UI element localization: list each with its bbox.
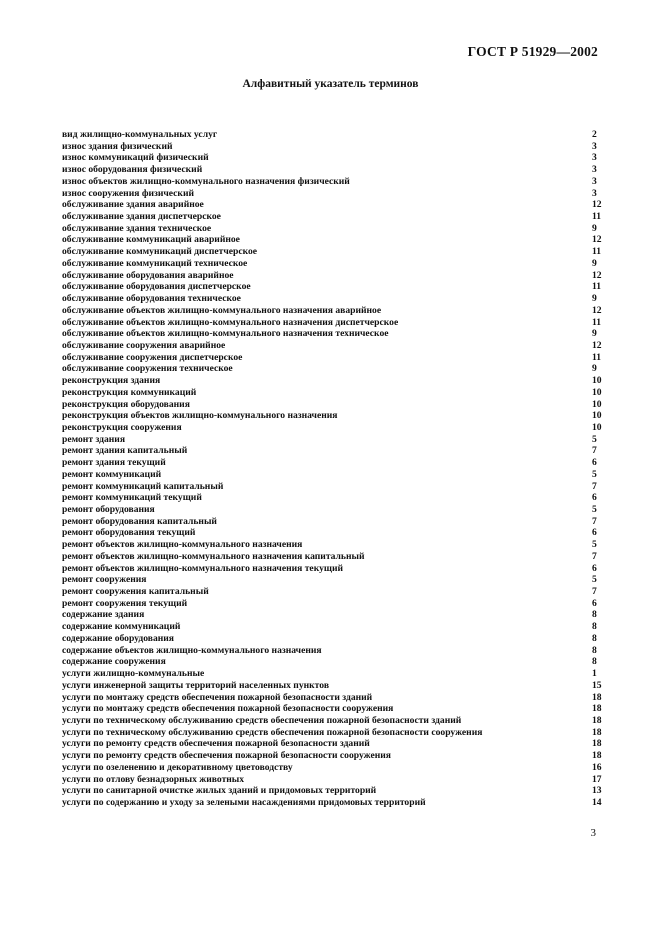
index-term: обслуживание коммуникаций техническое xyxy=(62,257,248,269)
index-entry xyxy=(62,621,608,633)
index-entry xyxy=(62,434,608,446)
index-entry xyxy=(62,340,608,352)
index-page-ref: 3 xyxy=(592,187,597,199)
index-page-ref: 6 xyxy=(592,492,597,504)
index-page-ref: 18 xyxy=(592,726,602,738)
index-page-ref: 11 xyxy=(592,211,602,223)
page-number: 3 xyxy=(590,827,596,839)
index-page-ref: 10 xyxy=(592,421,602,433)
index-term: ремонт объектов жилищно-коммунального назначения xyxy=(62,539,303,551)
index-page-ref: 11 xyxy=(592,316,602,328)
index-entry xyxy=(62,399,608,411)
index-entry xyxy=(62,656,608,668)
index-entry xyxy=(62,246,608,258)
index-term: содержание сооружения xyxy=(62,656,166,668)
index-page-ref: 2 xyxy=(592,129,597,140)
index-term: ремонт здания капитальный xyxy=(62,445,188,457)
index-page-ref: 12 xyxy=(592,269,602,281)
index-term: обслуживание сооружения аварийное xyxy=(62,339,226,351)
index-term: услуги по озеленению и декоративному цветоводству xyxy=(62,761,293,773)
standard-designation: ГОСТ Р 51929—2002 xyxy=(467,44,598,59)
index-term: обслуживание сооружения техническое xyxy=(62,363,233,375)
index-page-ref: 3 xyxy=(592,140,597,152)
index-page-ref: 8 xyxy=(592,632,597,644)
index-page-ref: 9 xyxy=(592,257,597,269)
index-term: услуги по ремонту средств обеспечения пожарной безопасности сооружения xyxy=(62,750,391,762)
index-term: ремонт сооружения xyxy=(62,574,147,586)
index-page-ref: 10 xyxy=(592,398,602,410)
index-page-ref: 5 xyxy=(592,539,597,551)
index-entry xyxy=(62,633,608,645)
index-entry xyxy=(62,598,608,610)
index-entry xyxy=(62,234,608,246)
index-page-ref: 1 xyxy=(592,668,597,680)
index-page-ref: 18 xyxy=(592,750,602,762)
index-entry xyxy=(62,750,608,762)
index-page-ref: 13 xyxy=(592,785,602,797)
index-entry xyxy=(62,352,608,364)
index-term: услуги инженерной защиты территорий населенных пунктов xyxy=(62,679,330,691)
index-entry xyxy=(62,539,608,551)
index-entry xyxy=(62,774,608,786)
index-term: вид жилищно-коммунальных услуг xyxy=(62,129,218,140)
index-entry xyxy=(62,727,608,739)
index-page-ref: 9 xyxy=(592,363,597,375)
index-term: услуги по техническому обслуживанию средств обеспечения пожарной безопасности зданий xyxy=(62,714,462,726)
index-entry xyxy=(62,328,608,340)
index-term: ремонт здания xyxy=(62,433,126,445)
index-page-ref: 6 xyxy=(592,457,597,469)
index-entry xyxy=(62,492,608,504)
index-page-ref: 7 xyxy=(592,586,597,598)
index-entry xyxy=(62,481,608,493)
index-entry xyxy=(62,527,608,539)
index-entry xyxy=(62,609,608,621)
index-term: ремонт коммуникаций капитальный xyxy=(62,480,224,492)
index-entry xyxy=(62,422,608,434)
index-entry xyxy=(62,375,608,387)
index-term: услуги по санитарной очистке жилых зданий и придомовых территорий xyxy=(62,785,377,797)
index-entry xyxy=(62,270,608,282)
index-page-ref: 16 xyxy=(592,761,602,773)
index-entry xyxy=(62,141,608,153)
index-entry xyxy=(62,797,608,809)
index-term: ремонт объектов жилищно-коммунального назначения текущий xyxy=(62,562,344,574)
index-term: обслуживание объектов жилищно-коммунального назначения техническое xyxy=(62,328,389,340)
index-page-ref: 18 xyxy=(592,691,602,703)
index-entry xyxy=(62,211,608,223)
index-page-ref: 8 xyxy=(592,609,597,621)
index-page-ref: 7 xyxy=(592,550,597,562)
index-term: обслуживание здания аварийное xyxy=(62,199,204,211)
index-entry xyxy=(62,586,608,598)
index-page-ref: 10 xyxy=(592,386,602,398)
index-term: износ здания физический xyxy=(62,140,173,152)
index-entry xyxy=(62,152,608,164)
index-page-ref: 9 xyxy=(592,293,597,305)
index-entry xyxy=(62,703,608,715)
index-entry xyxy=(62,164,608,176)
index-page-ref: 11 xyxy=(592,351,602,363)
index-entry xyxy=(62,410,608,422)
index-entry xyxy=(62,762,608,774)
index-page-ref: 12 xyxy=(592,199,602,211)
index-entry xyxy=(62,551,608,563)
index-page-ref: 18 xyxy=(592,714,602,726)
index-entry xyxy=(62,129,608,141)
index-term: износ объектов жилищно-коммунального назначения физический xyxy=(62,175,350,187)
index-term: ремонт коммуникаций текущий xyxy=(62,492,202,504)
index-term: ремонт коммуникаций xyxy=(62,468,162,480)
index-page-ref: 14 xyxy=(592,796,602,808)
index-entry xyxy=(62,258,608,270)
index-page-ref: 7 xyxy=(592,480,597,492)
index-entry xyxy=(62,668,608,680)
index-page-ref: 5 xyxy=(592,574,597,586)
index-term: обслуживание оборудования диспетчерское xyxy=(62,281,251,293)
index-term: ремонт сооружения текущий xyxy=(62,597,188,609)
index-entry xyxy=(62,504,608,516)
index-entry xyxy=(62,199,608,211)
index-entry xyxy=(62,563,608,575)
index-entry xyxy=(62,176,608,188)
index-page-ref: 6 xyxy=(592,562,597,574)
index-term: содержание оборудования xyxy=(62,632,174,644)
index-entry xyxy=(62,715,608,727)
index-entry xyxy=(62,457,608,469)
index-entry xyxy=(62,188,608,200)
index-term: реконструкция сооружения xyxy=(62,421,182,433)
index-entry xyxy=(62,516,608,528)
index-entry xyxy=(62,785,608,797)
index-entry xyxy=(62,574,608,586)
index-term: ремонт объектов жилищно-коммунального назначения капитальный xyxy=(62,550,365,562)
index-term: ремонт оборудования капитальный xyxy=(62,515,217,527)
index-term: обслуживание сооружения диспетчерское xyxy=(62,351,243,363)
index-entry xyxy=(62,680,608,692)
index-page-ref: 8 xyxy=(592,644,597,656)
index-page-ref: 11 xyxy=(592,246,602,258)
index-term: услуги по монтажу средств обеспечения пожарной безопасности зданий xyxy=(62,691,373,703)
index-page-ref: 18 xyxy=(592,703,602,715)
index-term: ремонт оборудования текущий xyxy=(62,527,196,539)
index-term: обслуживание оборудования техническое xyxy=(62,293,241,305)
index-page-ref: 3 xyxy=(592,152,597,164)
index-term: содержание здания xyxy=(62,609,145,621)
index-term: реконструкция объектов жилищно-коммунального назначения xyxy=(62,410,338,422)
index-page-ref: 10 xyxy=(592,410,602,422)
index-term: обслуживание объектов жилищно-коммунального назначения диспетчерское xyxy=(62,316,399,328)
index-page-ref: 7 xyxy=(592,445,597,457)
index-page-ref: 18 xyxy=(592,738,602,750)
index-page-ref: 11 xyxy=(592,281,602,293)
index-term: ремонт сооружения капитальный xyxy=(62,586,209,598)
index-entry xyxy=(62,317,608,329)
index-page-ref: 8 xyxy=(592,656,597,668)
index-term: ремонт оборудования xyxy=(62,504,155,515)
index-term: обслуживание здания диспетчерское xyxy=(62,211,221,223)
index-term: обслуживание оборудования аварийное xyxy=(62,269,234,281)
index-term: услуги по техническому обслуживанию средств обеспечения пожарной безопасности сооружения xyxy=(62,726,483,738)
index-term: реконструкция оборудования xyxy=(62,398,190,410)
index-term: обслуживание здания техническое xyxy=(62,222,212,234)
index-entry xyxy=(62,692,608,704)
index-entry xyxy=(62,223,608,235)
index-entry xyxy=(62,281,608,293)
index-term: ремонт здания текущий xyxy=(62,457,166,469)
index-term: услуги по ремонту средств обеспечения пожарной безопасности зданий xyxy=(62,738,370,750)
index-page-ref: 8 xyxy=(592,621,597,633)
index-term: износ сооружения физический xyxy=(62,187,195,199)
index-entry xyxy=(62,645,608,657)
index-entry xyxy=(62,469,608,481)
index-term: реконструкция здания xyxy=(62,375,161,387)
index-term: обслуживание объектов жилищно-коммунального назначения аварийное xyxy=(62,304,382,316)
index-entry xyxy=(62,305,608,317)
index-page-ref: 5 xyxy=(592,433,597,445)
term-index-list xyxy=(62,129,608,809)
index-page-ref: 12 xyxy=(592,234,602,246)
page-title: Алфавитный указатель терминов xyxy=(242,78,419,90)
index-page-ref: 5 xyxy=(592,504,597,515)
index-page-ref: 17 xyxy=(592,773,602,785)
index-page-ref: 12 xyxy=(592,339,602,351)
index-entry xyxy=(62,738,608,750)
index-term: содержание объектов жилищно-коммунального назначения xyxy=(62,644,322,656)
index-page-ref: 3 xyxy=(592,175,597,187)
index-term: услуги по монтажу средств обеспечения пожарной безопасности сооружения xyxy=(62,703,394,715)
index-page-ref: 6 xyxy=(592,527,597,539)
index-term: обслуживание коммуникаций аварийное xyxy=(62,234,240,246)
index-page-ref: 6 xyxy=(592,597,597,609)
index-page-ref: 10 xyxy=(592,375,602,387)
index-term: содержание коммуникаций xyxy=(62,621,181,633)
index-term: реконструкция коммуникаций xyxy=(62,386,197,398)
index-term: обслуживание коммуникаций диспетчерское xyxy=(62,246,258,258)
index-entry xyxy=(62,293,608,305)
index-term: услуги по отлову безнадзорных животных xyxy=(62,773,245,785)
index-page-ref: 15 xyxy=(592,679,602,691)
index-page-ref: 9 xyxy=(592,222,597,234)
index-term: износ оборудования физический xyxy=(62,164,203,176)
index-term: износ коммуникаций физический xyxy=(62,152,209,164)
index-page-ref: 3 xyxy=(592,164,597,176)
index-page-ref: 12 xyxy=(592,304,602,316)
index-page-ref: 7 xyxy=(592,515,597,527)
index-page-ref: 5 xyxy=(592,468,597,480)
index-entry xyxy=(62,363,608,375)
index-entry xyxy=(62,387,608,399)
index-entry xyxy=(62,445,608,457)
index-term: услуги жилищно-коммунальные xyxy=(62,668,205,680)
index-term: услуги по содержанию и уходу за зелеными насаждениями придомовых территорий xyxy=(62,796,426,808)
index-page-ref: 9 xyxy=(592,328,597,340)
